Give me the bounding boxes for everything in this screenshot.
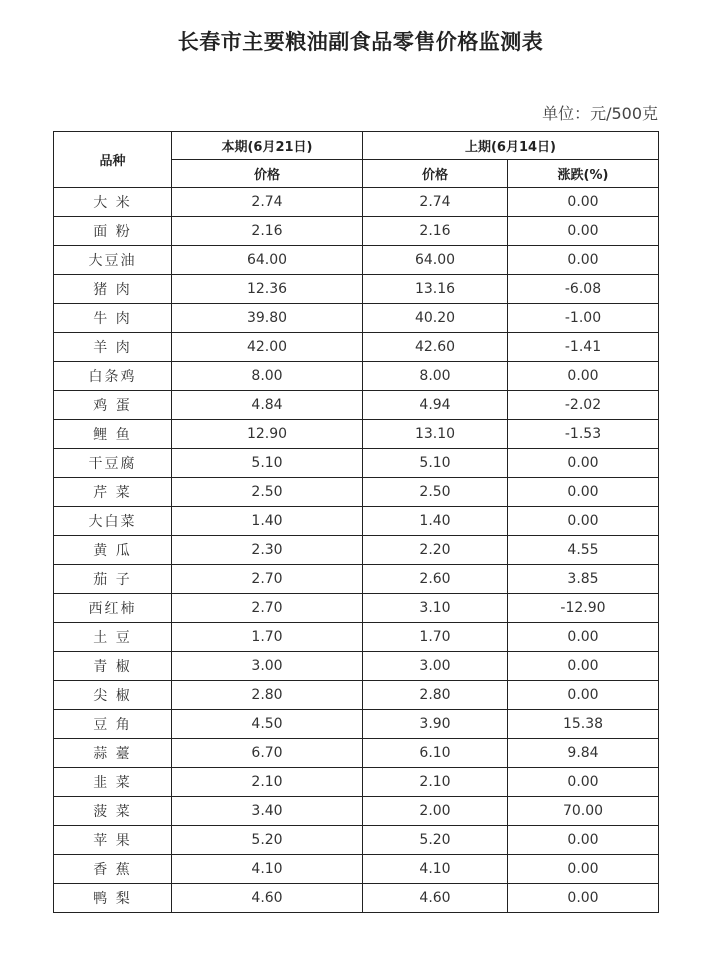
cell-change-percent: -6.08 xyxy=(508,275,659,304)
cell-item-name: 干豆腐 xyxy=(54,449,172,478)
cell-item-name: 鸡 蛋 xyxy=(54,391,172,420)
cell-previous-price: 2.74 xyxy=(363,188,508,217)
cell-previous-price: 6.10 xyxy=(363,739,508,768)
table-row xyxy=(54,855,659,884)
cell-current-price: 2.80 xyxy=(172,681,363,710)
cell-current-price: 1.40 xyxy=(172,507,363,536)
cell-item-name: 青 椒 xyxy=(54,652,172,681)
cell-item-name: 菠 菜 xyxy=(54,797,172,826)
cell-previous-price: 8.00 xyxy=(363,362,508,391)
cell-item-name: 韭 菜 xyxy=(54,768,172,797)
cell-previous-price: 4.10 xyxy=(363,855,508,884)
cell-previous-price: 13.16 xyxy=(363,275,508,304)
cell-current-price: 5.20 xyxy=(172,826,363,855)
page-title: 长春市主要粮油副食品零售价格监测表 xyxy=(177,30,544,54)
cell-current-price: 2.70 xyxy=(172,594,363,623)
header-current-price: 价格 xyxy=(172,160,363,188)
table-row xyxy=(54,478,659,507)
table-row xyxy=(54,768,659,797)
table-row xyxy=(54,536,659,565)
header-previous-price: 价格 xyxy=(363,160,508,188)
cell-change-percent: -12.90 xyxy=(508,594,659,623)
unit-label: 单位：元/500克 xyxy=(542,104,658,123)
cell-current-price: 2.10 xyxy=(172,768,363,797)
table-row xyxy=(54,188,659,217)
cell-current-price: 64.00 xyxy=(172,246,363,275)
cell-previous-price: 3.10 xyxy=(363,594,508,623)
table-row xyxy=(54,681,659,710)
cell-item-name: 蒜 薹 xyxy=(54,739,172,768)
cell-change-percent: 0.00 xyxy=(508,507,659,536)
cell-change-percent: 0.00 xyxy=(508,478,659,507)
cell-item-name: 大豆油 xyxy=(54,246,172,275)
table-header xyxy=(54,132,659,188)
cell-current-price: 4.60 xyxy=(172,884,363,913)
cell-previous-price: 42.60 xyxy=(363,333,508,362)
cell-previous-price: 2.16 xyxy=(363,217,508,246)
table-row xyxy=(54,391,659,420)
table-row xyxy=(54,507,659,536)
cell-previous-price: 2.10 xyxy=(363,768,508,797)
cell-previous-price: 3.90 xyxy=(363,710,508,739)
cell-current-price: 2.74 xyxy=(172,188,363,217)
cell-change-percent: 0.00 xyxy=(508,246,659,275)
header-previous-period: 上期(6月14日) xyxy=(363,132,659,160)
cell-item-name: 苹 果 xyxy=(54,826,172,855)
table-row xyxy=(54,594,659,623)
cell-item-name: 猪 肉 xyxy=(54,275,172,304)
table-row xyxy=(54,420,659,449)
cell-previous-price: 2.20 xyxy=(363,536,508,565)
cell-change-percent: 0.00 xyxy=(508,362,659,391)
cell-change-percent: 0.00 xyxy=(508,768,659,797)
cell-item-name: 茄 子 xyxy=(54,565,172,594)
cell-current-price: 6.70 xyxy=(172,739,363,768)
table-row xyxy=(54,710,659,739)
cell-current-price: 12.36 xyxy=(172,275,363,304)
cell-current-price: 4.10 xyxy=(172,855,363,884)
table-row xyxy=(54,275,659,304)
cell-previous-price: 13.10 xyxy=(363,420,508,449)
cell-current-price: 4.50 xyxy=(172,710,363,739)
cell-previous-price: 40.20 xyxy=(363,304,508,333)
cell-item-name: 豆 角 xyxy=(54,710,172,739)
cell-current-price: 2.16 xyxy=(172,217,363,246)
table-row xyxy=(54,797,659,826)
cell-change-percent: -1.53 xyxy=(508,420,659,449)
cell-current-price: 2.30 xyxy=(172,536,363,565)
cell-current-price: 3.40 xyxy=(172,797,363,826)
cell-change-percent: 0.00 xyxy=(508,652,659,681)
cell-previous-price: 3.00 xyxy=(363,652,508,681)
header-change: 涨跌(%) xyxy=(508,160,659,188)
cell-item-name: 白条鸡 xyxy=(54,362,172,391)
cell-current-price: 4.84 xyxy=(172,391,363,420)
header-item: 品种 xyxy=(54,132,172,188)
cell-current-price: 42.00 xyxy=(172,333,363,362)
cell-previous-price: 2.80 xyxy=(363,681,508,710)
cell-previous-price: 64.00 xyxy=(363,246,508,275)
table-row xyxy=(54,246,659,275)
cell-item-name: 芹 菜 xyxy=(54,478,172,507)
table-row xyxy=(54,623,659,652)
cell-item-name: 面 粉 xyxy=(54,217,172,246)
cell-current-price: 2.50 xyxy=(172,478,363,507)
cell-item-name: 尖 椒 xyxy=(54,681,172,710)
cell-item-name: 香 蕉 xyxy=(54,855,172,884)
cell-change-percent: 9.84 xyxy=(508,739,659,768)
cell-current-price: 12.90 xyxy=(172,420,363,449)
cell-current-price: 1.70 xyxy=(172,623,363,652)
cell-item-name: 大白菜 xyxy=(54,507,172,536)
cell-previous-price: 2.60 xyxy=(363,565,508,594)
table-row xyxy=(54,739,659,768)
cell-change-percent: 0.00 xyxy=(508,884,659,913)
cell-item-name: 西红柿 xyxy=(54,594,172,623)
table-row xyxy=(54,449,659,478)
cell-change-percent: 3.85 xyxy=(508,565,659,594)
table-row xyxy=(54,884,659,913)
cell-previous-price: 5.10 xyxy=(363,449,508,478)
cell-previous-price: 5.20 xyxy=(363,826,508,855)
cell-item-name: 黄 瓜 xyxy=(54,536,172,565)
cell-item-name: 鲤 鱼 xyxy=(54,420,172,449)
cell-change-percent: 0.00 xyxy=(508,855,659,884)
header-row-top xyxy=(54,132,659,160)
cell-change-percent: 70.00 xyxy=(508,797,659,826)
cell-previous-price: 4.60 xyxy=(363,884,508,913)
cell-current-price: 39.80 xyxy=(172,304,363,333)
cell-item-name: 羊 肉 xyxy=(54,333,172,362)
cell-current-price: 2.70 xyxy=(172,565,363,594)
table-row xyxy=(54,362,659,391)
cell-change-percent: 4.55 xyxy=(508,536,659,565)
cell-change-percent: 0.00 xyxy=(508,826,659,855)
cell-change-percent: 0.00 xyxy=(508,681,659,710)
cell-previous-price: 1.70 xyxy=(363,623,508,652)
price-monitoring-table xyxy=(53,131,659,913)
table-row xyxy=(54,652,659,681)
cell-previous-price: 2.00 xyxy=(363,797,508,826)
cell-change-percent: -1.41 xyxy=(508,333,659,362)
cell-change-percent: -2.02 xyxy=(508,391,659,420)
cell-item-name: 大 米 xyxy=(54,188,172,217)
table-row xyxy=(54,217,659,246)
cell-current-price: 5.10 xyxy=(172,449,363,478)
cell-item-name: 鸭 梨 xyxy=(54,884,172,913)
cell-change-percent: 0.00 xyxy=(508,217,659,246)
cell-previous-price: 4.94 xyxy=(363,391,508,420)
cell-change-percent: 15.38 xyxy=(508,710,659,739)
cell-change-percent: 0.00 xyxy=(508,623,659,652)
table-row xyxy=(54,565,659,594)
cell-current-price: 8.00 xyxy=(172,362,363,391)
cell-previous-price: 1.40 xyxy=(363,507,508,536)
cell-current-price: 3.00 xyxy=(172,652,363,681)
header-current-period: 本期(6月21日) xyxy=(172,132,363,160)
cell-item-name: 土 豆 xyxy=(54,623,172,652)
cell-change-percent: -1.00 xyxy=(508,304,659,333)
table-row xyxy=(54,333,659,362)
table-row xyxy=(54,304,659,333)
cell-previous-price: 2.50 xyxy=(363,478,508,507)
table-row xyxy=(54,826,659,855)
cell-item-name: 牛 肉 xyxy=(54,304,172,333)
cell-change-percent: 0.00 xyxy=(508,449,659,478)
table-body xyxy=(54,188,659,913)
cell-change-percent: 0.00 xyxy=(508,188,659,217)
